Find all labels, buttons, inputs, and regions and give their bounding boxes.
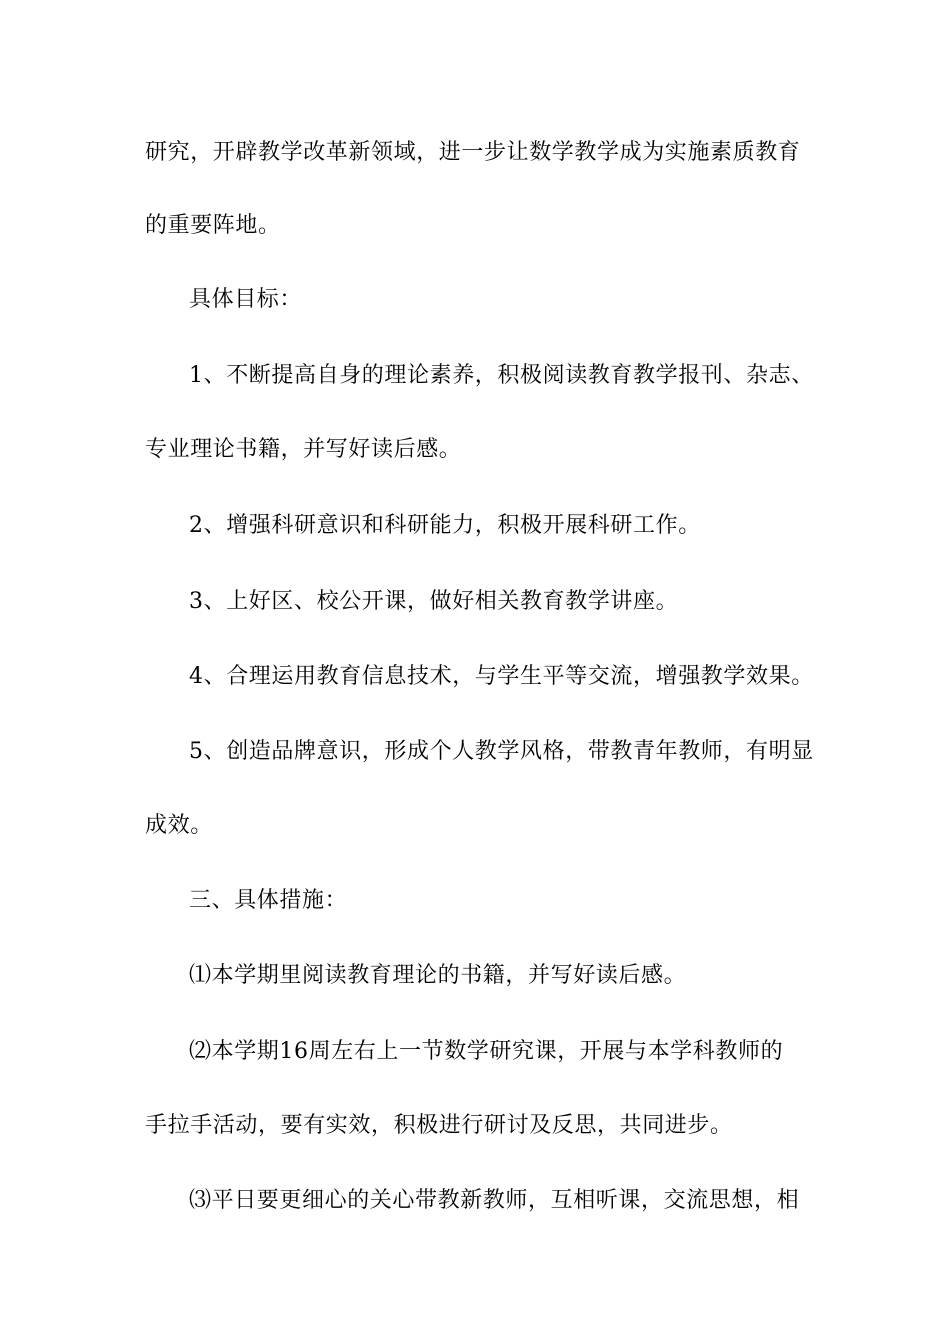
paragraph-line: 专业理论书籍，并写好读后感。 bbox=[145, 437, 462, 462]
list-item: ⑵本学期16周左右上一节数学研究课，开展与本学科教师的 bbox=[189, 1039, 784, 1064]
list-item: ⑶平日要更细心的关心带教新教师，互相听课，交流思想，相 bbox=[189, 1188, 800, 1213]
paragraph-line: 的重要阵地。 bbox=[145, 213, 281, 238]
list-item: 2、增强科研意识和科研能力，积极开展科研工作。 bbox=[189, 513, 701, 538]
paragraph-line: 研究，开辟教学改革新领域，进一步让数学教学成为实施素质教育 bbox=[145, 140, 801, 165]
paragraph-line: 成效。 bbox=[145, 813, 213, 838]
list-item: 4、合理运用教育信息技术，与学生平等交流，增强教学效果。 bbox=[189, 664, 814, 689]
list-item: 5、创造品牌意识，形成个人教学风格，带教青年教师，有明显 bbox=[189, 739, 814, 764]
section-heading: 三、具体措施： bbox=[189, 888, 348, 913]
section-heading: 具体目标： bbox=[189, 287, 303, 312]
paragraph-line: 手拉手活动，要有实效，积极进行研讨及反思，共同进步。 bbox=[145, 1113, 733, 1138]
list-item: 1、不断提高自身的理论素养，积极阅读教育教学报刊、杂志、 bbox=[189, 363, 814, 388]
list-item: ⑴本学期里阅读教育理论的书籍，并写好读后感。 bbox=[189, 963, 687, 988]
list-item: 3、上好区、校公开课，做好相关教育教学讲座。 bbox=[189, 589, 679, 614]
